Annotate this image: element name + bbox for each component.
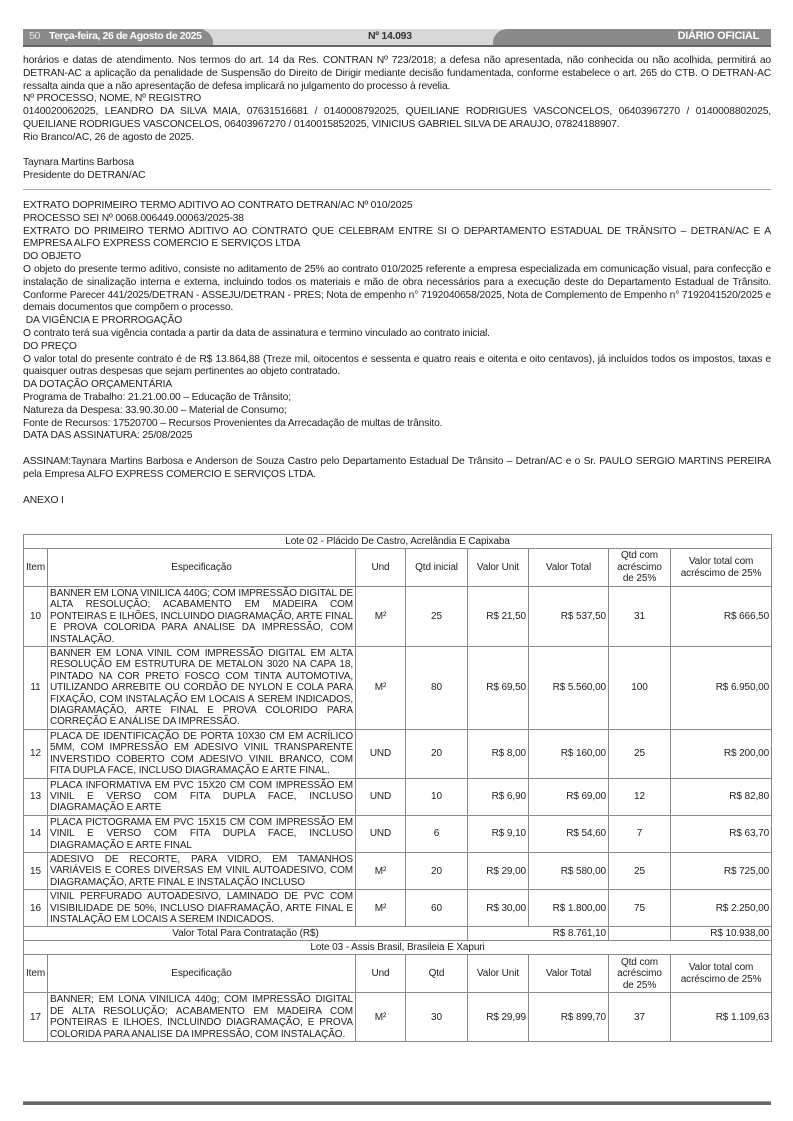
item-total-25: R$ 6.950,00 <box>671 647 772 730</box>
item-specification: VINIL PERFURADO AUTOADESIVO, LAMINADO DE PVC COM VISIBILIDADE DE 50%, INCLUSO DIAFRAMAÇÃO, ARTE FINAL E INSTALAÇÃO EM LOCAIS A SEREM INDICADOS. <box>48 890 356 927</box>
item-total-25: R$ 200,00 <box>671 729 772 778</box>
lote02-title: Lote 02 - Plácido De Castro, Acrelândia E Capixaba <box>24 535 772 549</box>
annex-table <box>23 534 772 1042</box>
item-unit: M² <box>356 587 406 647</box>
lote03-title-row <box>24 941 772 955</box>
item-specification: BANNER EM LONA VINIL COM IMPRESSÃO DIGITAL EM ALTA RESOLUÇÃO EM ESTRUTURA DE METALON 3020 NA CAPA 18, PINTADO NA COR PRETO FOSCO COM TINTA AUTOMOTIVA, UTILIZANDO ARREBITE OU CORDÃO DE NYLON E COLA PARA FIXAÇÃO, COM INSTALAÇÃO EM LOCAIS A SEREM INDICADOS, DIAGRAMAÇÃO, ARTE FINAL E PROVA COLORIDO PARA CORREÇÃO E ANÁLISE DA IMPRESSÃO. <box>48 647 356 730</box>
item-qty: 6 <box>406 815 468 852</box>
item-unit: M² <box>356 852 406 889</box>
lote03-header-row <box>24 955 772 993</box>
objeto-text: O objeto do presente termo aditivo, consiste no aditamento de 25% ao contrato 010/2025 referente a empresa especializada em comunicação visual, para confecção e instalação de sinalização interna e externa, incluindo todos os materiais e mão de obra necessários para a execução deste do Departamento Estadual de Trânsito. Conforme Parecer 441/2025/DETRAN - ASSEJU/DETRAN - PRES; Nota de empenho n° 7192040658/2025, Nota de Complemento de Empenho n° 7192041520/2025 e demais documentos que compõem o processo. <box>23 263 771 314</box>
item-total: R$ 580,00 <box>529 852 609 889</box>
item-unit-price: R$ 6,90 <box>468 778 529 815</box>
header-center-band <box>203 29 503 45</box>
item-specification: PLACA DE IDENTIFICAÇÃO DE PORTA 10X30 CM EM ACRÍLICO 5MM, COM IMPRESSÃO EM ADESIVO VINIL TRANSPARENTE INVERSTIDO COBERTO COM ADESIVO VINIL BRANCO, COM FITA DUPLA FACE, INCLUSO DIAGRAMAÇÃO E ARTE FINAL. <box>48 729 356 778</box>
item-qty: 20 <box>406 729 468 778</box>
col-valor-acrescimo: Valor total com acréscimo de 25% <box>671 955 772 993</box>
item-qty: 25 <box>406 587 468 647</box>
item-specification: PLACA INFORMATIVA EM PVC 15X20 CM COM IMPRESSÃO EM VINIL E VERSO COM FITA DUPLA FACE, INCLUSO DIAGRAMAÇÃO E ARTE <box>48 778 356 815</box>
item-total-25: R$ 1.109,63 <box>671 993 772 1042</box>
item-unit-price: R$ 29,00 <box>468 852 529 889</box>
item-unit: M² <box>356 647 406 730</box>
footer-rule <box>23 1101 771 1105</box>
item-qty-25: 31 <box>609 587 671 647</box>
item-number: 12 <box>24 729 48 778</box>
item-total: R$ 69,00 <box>529 778 609 815</box>
objeto-heading: DO OBJETO <box>23 251 81 263</box>
item-total-25: R$ 63,70 <box>671 815 772 852</box>
item-qty: 80 <box>406 647 468 730</box>
preco-text: O valor total do presente contrato é de R$ 13.864,88 (Treze mil, oitocentos e sessenta e quatro reais e oitenta e oito centavos), já incluídos todos os impostos, taxas e quaisquer outras despesas que sejam pertinentes ao objeto contratado. <box>23 353 771 378</box>
process-list-header: Nº PROCESSO, NOME, Nº REGISTRO <box>23 93 202 105</box>
item-unit: M² <box>356 993 406 1042</box>
item-specification: BANNER EM LONA VINILICA 440G; COM IMPRESSÃO DIGITAL DE ALTA RESOLUÇÃO; ACABAMENTO EM MADEIRA COM PONTEIRAS E ILHÕES, INCLUINDO DIAGRAMAÇÃO, ARTE FINAL E PROVA COLORIDA PARA ANALISE DA IMPRESSÃO, COM INSTALAÇÃO. <box>48 587 356 647</box>
table-row <box>24 993 772 1042</box>
item-specification: BANNER; EM LONA VINILICA 440g; COM IMPRESSÃO DIGITAL DE ALTA RESOLUÇÃO; ACABAMENTO EM MADEIRA COM PONTEIRAS E ILHOES, INCLUINDO DIAGRAMAÇÃO, E PROVA COLORIDA PARA ANALISE DA IMPRESSÃO, COM INSTALAÇÃO. <box>48 993 356 1042</box>
place-date: Rio Branco/AC, 26 de agosto de 2025. <box>23 131 194 143</box>
item-total: R$ 5.560,00 <box>529 647 609 730</box>
col-qtd-acrescimo: Qtd com acréscimo de 25% <box>609 955 671 993</box>
item-specification: ADESIVO DE RECORTE, PARA VIDRO, EM TAMANHOS VARIÁVEIS E CORES DIVERSAS EM VINIL AUTOADESIVO, COM DIAGRAMAÇÃO, ARTE FINAL E INSTALAÇÃO INCLUSO <box>48 852 356 889</box>
col-valor-unit: Valor Unit <box>468 955 529 993</box>
publication-title: DIÁRIO OFICIAL <box>677 30 759 42</box>
total-value: R$ 8.761,10 <box>468 927 609 941</box>
anexo-label: ANEXO I <box>23 495 64 507</box>
item-qty: 10 <box>406 778 468 815</box>
page-number: 50 <box>29 30 41 42</box>
item-total-25: R$ 725,00 <box>671 852 772 889</box>
item-total: R$ 54,60 <box>529 815 609 852</box>
assinam: ASSINAM:Taynara Martins Barbosa e Anderson de Souza Castro pelo Departamento Estadual De Trânsito – Detran/AC e o Sr. PAULO SERGIO MARTINS PEREIRA pela Empresa ALFO EXPRESS COMERCIO E SERVIÇOS LTDA. <box>23 455 771 480</box>
item-qty: 60 <box>406 890 468 927</box>
page-header <box>23 29 771 45</box>
issue-date: Terça-feira, 26 de Agosto de 2025 <box>49 30 202 42</box>
data-assinatura: DATA DAS ASSINATURA: 25/08/2025 <box>23 430 193 442</box>
item-number: 11 <box>24 647 48 730</box>
col-qtd-acrescimo: Qtd com acréscimo de 25% <box>609 549 671 587</box>
item-number: 16 <box>24 890 48 927</box>
table-row <box>24 587 772 647</box>
item-unit: UND <box>356 815 406 852</box>
item-unit-price: R$ 9,10 <box>468 815 529 852</box>
lote02-total-row <box>24 927 772 941</box>
col-und: Und <box>356 549 406 587</box>
item-total: R$ 1.800,00 <box>529 890 609 927</box>
table-row <box>24 815 772 852</box>
programa-trabalho: Programa de Trabalho: 21.21.00.00 – Educação de Trânsito; <box>23 391 291 403</box>
total-qty-25-empty <box>609 927 671 941</box>
item-qty-25: 100 <box>609 647 671 730</box>
item-total: R$ 899,70 <box>529 993 609 1042</box>
item-specification: PLACA PICTOGRAMA EM PVC 15X15 CM COM IMPRESSÃO EM VINIL E VERSO COM FITA DUPLA FACE, INCLUSO DIAGRAMAÇÃO E ARTE FINAL <box>48 815 356 852</box>
item-unit-price: R$ 30,00 <box>468 890 529 927</box>
col-und: Und <box>356 955 406 993</box>
item-total-25: R$ 666,50 <box>671 587 772 647</box>
col-item: Item <box>24 955 48 993</box>
item-total-25: R$ 2.250,00 <box>671 890 772 927</box>
header-rule <box>23 45 771 47</box>
col-valor-acrescimo: Valor total com acréscimo de 25% <box>671 549 772 587</box>
item-total: R$ 160,00 <box>529 729 609 778</box>
total-label: Valor Total Para Contratação (R$) <box>24 927 468 941</box>
item-unit-price: R$ 69,50 <box>468 647 529 730</box>
natureza-despesa: Natureza da Despesa: 33.90.30.00 – Material de Consumo; <box>23 404 287 416</box>
item-unit-price: R$ 29,99 <box>468 993 529 1042</box>
preco-heading: DO PREÇO <box>23 340 77 352</box>
item-qty-25: 12 <box>609 778 671 815</box>
table-row <box>24 852 772 889</box>
col-valor-unit: Valor Unit <box>468 549 529 587</box>
lote03-title: Lote 03 - Assis Brasil, Brasileia E Xapuri <box>24 941 772 955</box>
extract-title: EXTRATO DOPRIMEIRO TERMO ADITIVO AO CONTRATO DETRAN/AC Nº 010/2025 <box>23 199 413 211</box>
vigencia-text: O contrato terá sua vigência contada a partir da data de assinatura e termino vinculado ao contrato inicial. <box>23 327 490 339</box>
process-list: 0140020062025, LEANDRO DA SILVA MAIA, 07631516681 / 0140008792025, QUEILIANE RODRIGUES VASCONCELOS, 06403967270 / 0140008802025, QUEILIANE RODRIGUES VASCONCELOS, 06403967270 / 0140015852025, VINICIUS GABRIEL SILVA DE ARAUJO, 07824188907. <box>23 106 771 130</box>
vigencia-heading: DA VIGÊNCIA E PRORROGAÇÃO <box>23 315 183 327</box>
col-especificacao: Especificação <box>48 549 356 587</box>
signer-title: Presidente do DETRAN/AC <box>23 170 146 182</box>
col-item: Item <box>24 549 48 587</box>
item-number: 15 <box>24 852 48 889</box>
item-number: 17 <box>24 993 48 1042</box>
item-number: 10 <box>24 587 48 647</box>
col-valor-total: Valor Total <box>529 955 609 993</box>
item-number: 14 <box>24 815 48 852</box>
table-row <box>24 647 772 730</box>
table-row <box>24 890 772 927</box>
item-qty-25: 25 <box>609 852 671 889</box>
item-number: 13 <box>24 778 48 815</box>
extract-subtitle: EXTRATO DO PRIMEIRO TERMO ADITIVO AO CONTRATO QUE CELEBRAM ENTRE SI O DEPARTAMENTO ESTADUAL DE TRÂNSITO – DETRAN/AC E A EMPRESA ALFO EXPRESS COMERCIO E SERVIÇOS LTDA <box>23 225 771 250</box>
item-unit-price: R$ 21,50 <box>468 587 529 647</box>
col-qtd-inicial: Qtd inicial <box>406 549 468 587</box>
item-total: R$ 537,50 <box>529 587 609 647</box>
item-qty-25: 75 <box>609 890 671 927</box>
item-unit: M² <box>356 890 406 927</box>
total-value-25: R$ 10.938,00 <box>671 927 772 941</box>
table-row <box>24 729 772 778</box>
item-total-25: R$ 82,80 <box>671 778 772 815</box>
item-unit: UND <box>356 729 406 778</box>
document-body <box>23 55 771 508</box>
col-valor-total: Valor Total <box>529 549 609 587</box>
lote02-header-row <box>24 549 772 587</box>
item-unit: UND <box>356 778 406 815</box>
edition-number: Nº 14.093 <box>368 30 412 42</box>
col-especificacao: Especificação <box>48 955 356 993</box>
item-qty-25: 37 <box>609 993 671 1042</box>
item-qty-25: 25 <box>609 729 671 778</box>
process-sei: PROCESSO SEI Nº 0068.006449.00063/2025-38 <box>23 212 244 224</box>
dotacao-heading: DA DOTAÇÃO ORÇAMENTÁRIA <box>23 379 173 391</box>
item-qty: 30 <box>406 993 468 1042</box>
notice-paragraph: horários e datas de atendimento. Nos termos do art. 14 da Res. CONTRAN Nº 723/2018; a defesa não apresentada, não conhecida ou não acolhida, permitirá ao DETRAN-AC a aplicação da penalidade de Suspensão do Direito de Dirigir mediante decisão fundamentada, conforme estabelece o art. 265 do CTB. O DETRAN-AC ressalta ainda que a não apresentação de defesa implicará no julgamento do processo à revelia. <box>23 55 771 92</box>
signer-name: Taynara Martins Barbosa <box>23 157 135 169</box>
item-qty: 20 <box>406 852 468 889</box>
table-row <box>24 778 772 815</box>
col-qtd: Qtd <box>406 955 468 993</box>
item-unit-price: R$ 8,00 <box>468 729 529 778</box>
fonte-recursos: Fonte de Recursos: 17520700 – Recursos Provenientes da Arrecadação de multas de trânsito. <box>23 417 443 429</box>
section-divider <box>23 189 771 190</box>
lote02-title-row <box>24 535 772 549</box>
item-qty-25: 7 <box>609 815 671 852</box>
